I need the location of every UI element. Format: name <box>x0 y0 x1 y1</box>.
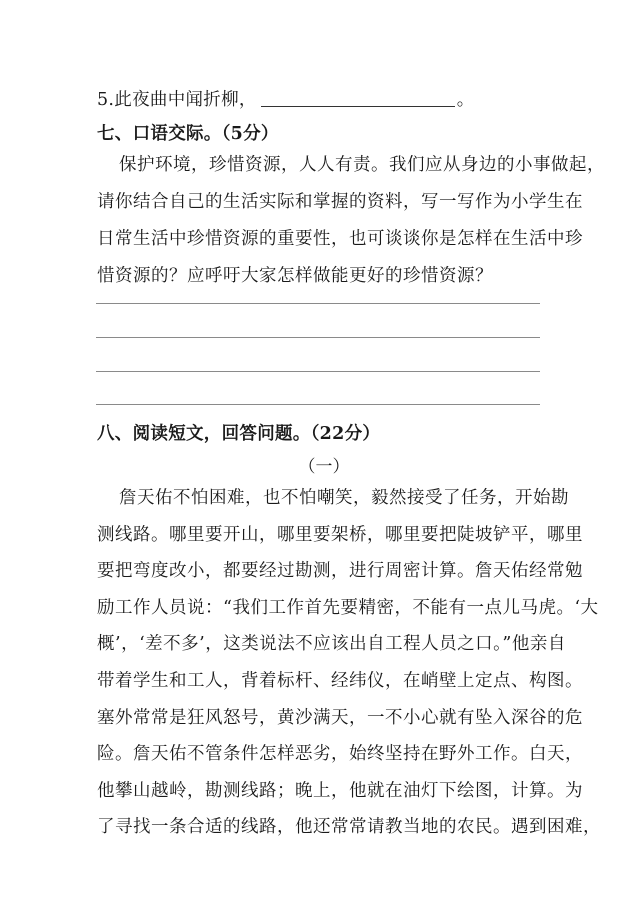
question-5 <box>97 86 475 111</box>
passage-line: 要把弯度改小，都要经过勘测，进行周密计算。詹天佑经常勉 <box>97 561 583 582</box>
passage-line: 詹天佑不怕困难，也不怕嘲笑，毅然接受了任务，开始勘 <box>119 488 569 508</box>
paragraph-line: 惜资源的？应呼吁大家怎样做能更好的珍惜资源？ <box>97 266 493 286</box>
question-5-end: 。 <box>456 90 475 110</box>
section-7-paragraph <box>97 147 605 295</box>
passage-line: 带着学生和工人，背着标杆、经纬仪，在峭壁上定点、构图。 <box>97 670 583 691</box>
answer-line[interactable] <box>96 371 540 372</box>
question-5-text: 5.此夜曲中闻折柳， <box>97 90 257 110</box>
paragraph-line: 保护环境，珍惜资源，人人有责。我们应从身边的小事做起， <box>119 155 605 175</box>
section-8-heading: 八、阅读短文，回答问题。（22分） <box>97 424 381 444</box>
passage-line: 了寻找一条合适的线路，他还常常请教当地的农民。遇到困难， <box>97 817 601 838</box>
section-8-passage <box>97 480 601 846</box>
passage-line: 概’，‘差不多’，这类说法不应该出自工程人员之口。”他亲自 <box>97 634 566 655</box>
passage-line: 塞外常常是狂风怒号，黄沙满天，一不小心就有坠入深谷的危 <box>97 707 583 728</box>
answer-line[interactable] <box>96 303 540 304</box>
paragraph-line: 日常生活中珍惜资源的重要性，也可谈谈你是怎样在生活中珍 <box>97 229 583 249</box>
answer-line[interactable] <box>96 337 540 338</box>
passage-line: 他攀山越岭，勘测线路；晚上，他就在油灯下绘图，计算。为 <box>97 780 583 801</box>
section-7-heading: 七、口语交际。（5分） <box>97 124 279 144</box>
paragraph-line: 请你结合自己的生活实际和掌握的资料，写一写作为小学生在 <box>97 192 583 212</box>
passage-line: 险。詹天佑不管条件怎样恶劣，始终坚持在野外工作。白天， <box>97 744 583 765</box>
answer-blank[interactable] <box>261 92 455 107</box>
passage-subtitle: （一） <box>298 457 350 477</box>
passage-line: 测线路。哪里要开山，哪里要架桥，哪里要把陡坡铲平，哪里 <box>97 524 583 545</box>
passage-line: 励工作人员说：“我们工作首先要精密，不能有一点儿马虎。‘大 <box>97 597 599 618</box>
answer-line[interactable] <box>96 404 540 405</box>
